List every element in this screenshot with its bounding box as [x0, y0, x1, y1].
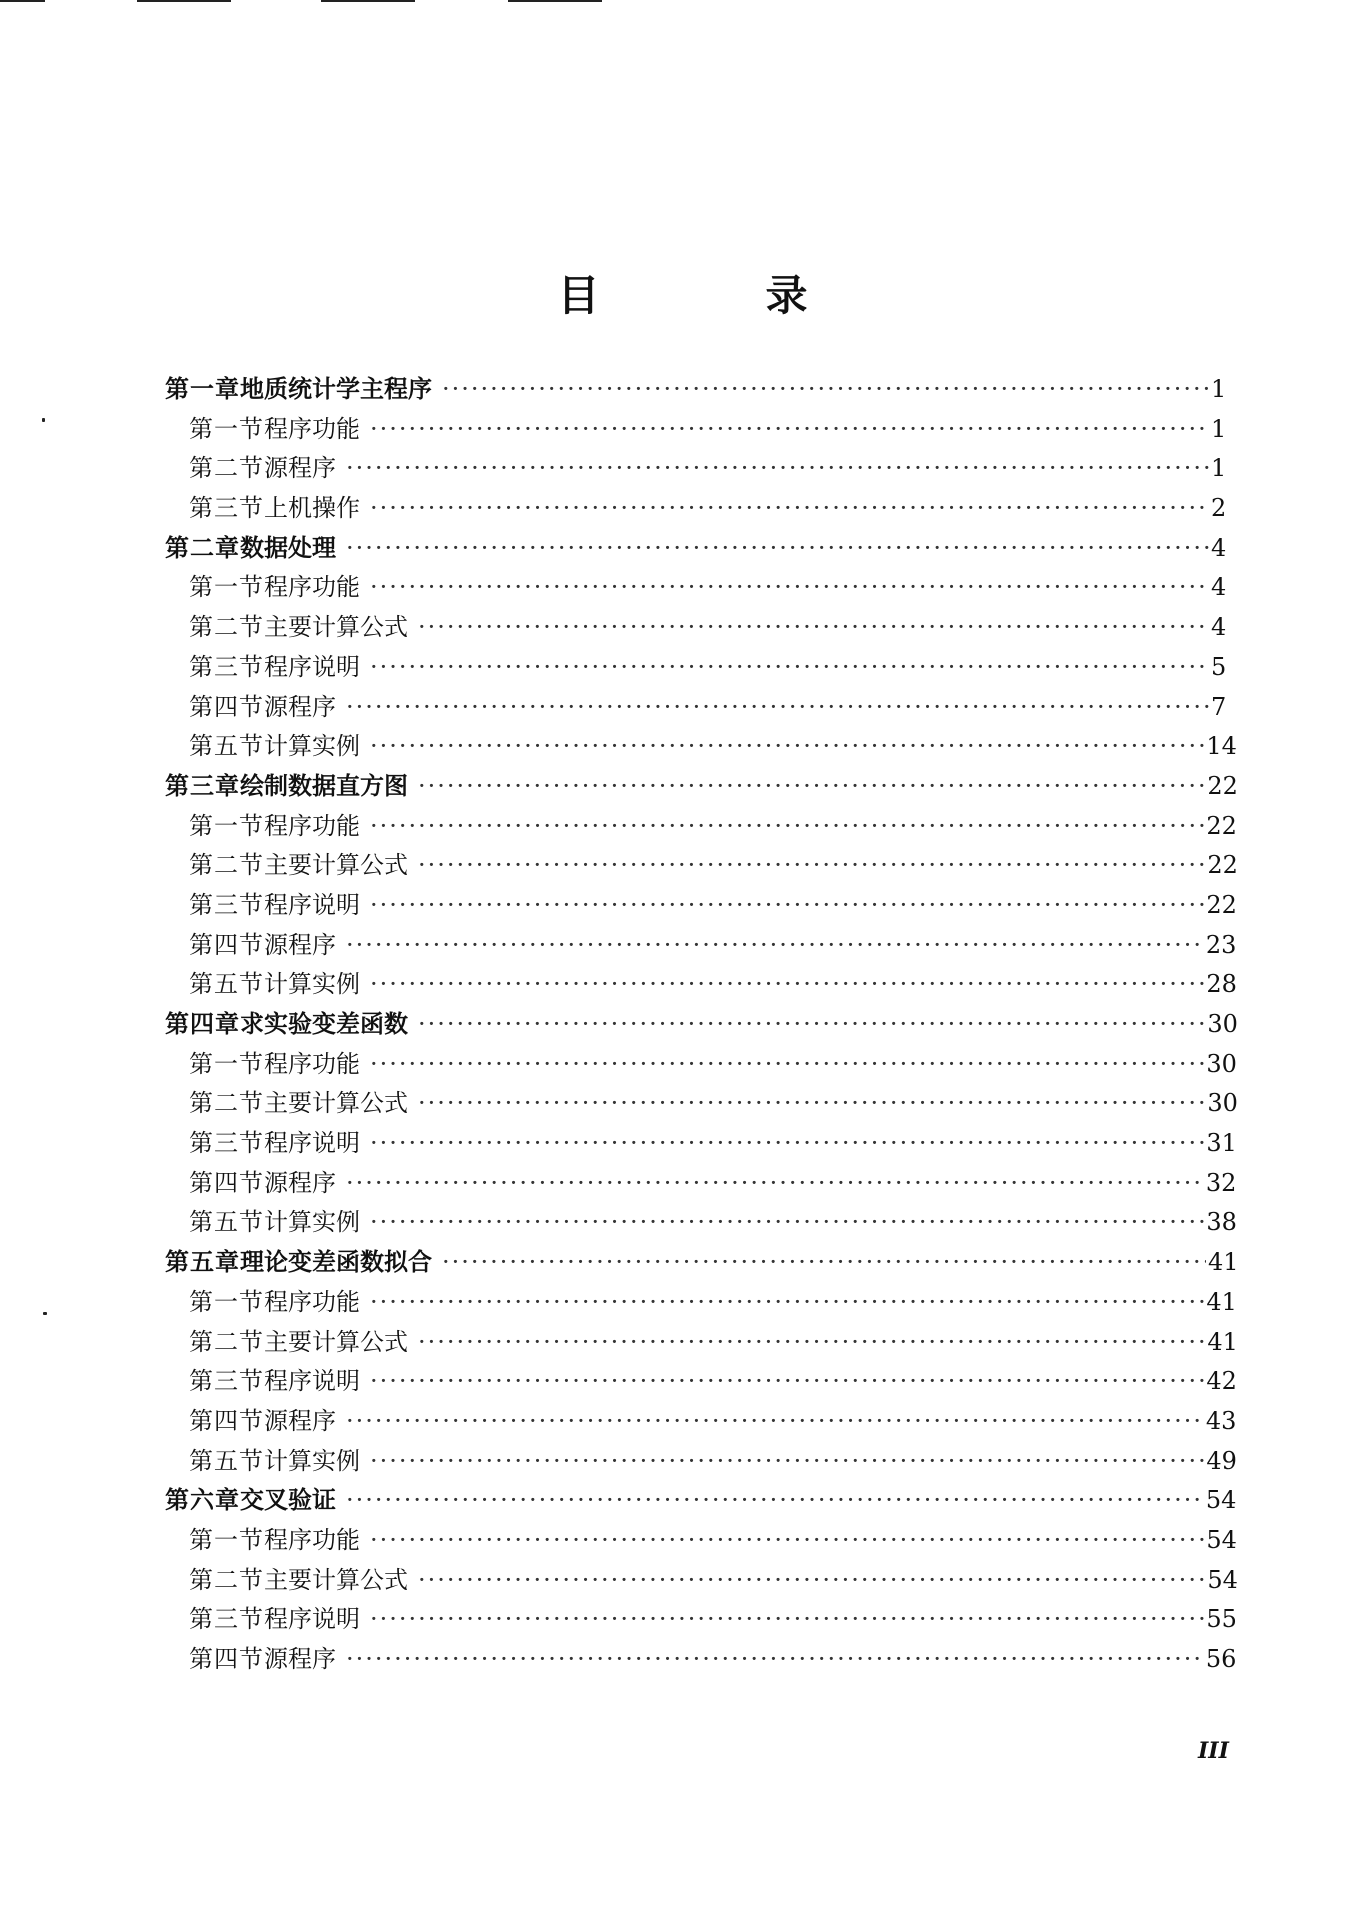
section-title: 主要计算公式: [264, 1327, 408, 1356]
section-number: 第二节: [189, 1565, 264, 1594]
section-number: 第三节: [189, 890, 264, 919]
section-title: 源程序: [264, 930, 336, 959]
toc-section-entry: [165, 608, 1225, 648]
section-title: 程序功能: [264, 1287, 360, 1316]
dot-leader: [418, 1561, 1205, 1601]
section-number: 第一节: [189, 414, 264, 443]
toc-section-entry: [165, 1442, 1237, 1482]
section-title: 主要计算公式: [264, 851, 408, 880]
dot-leader: [346, 529, 1209, 569]
dot-leader: [346, 1164, 1204, 1204]
page-ref: 22: [1207, 851, 1238, 880]
toc-section-entry: [165, 1600, 1237, 1640]
page-ref: 5: [1211, 652, 1227, 681]
toc-section-entry: [165, 886, 1237, 926]
section-title: 主要计算公式: [264, 1565, 408, 1594]
section-number: 第四节: [189, 1406, 264, 1435]
toc-section-entry: [165, 727, 1237, 767]
section-title: 程序说明: [264, 1605, 360, 1634]
page-ref: 22: [1206, 890, 1237, 919]
page-ref: 1: [1211, 454, 1227, 483]
dot-leader: [370, 1283, 1204, 1323]
page-ref: 54: [1205, 1486, 1237, 1515]
toc-section-entry: [165, 410, 1225, 450]
dot-leader: [346, 926, 1204, 966]
page-ref: 43: [1205, 1406, 1237, 1435]
chapter-number: 第六章: [165, 1486, 240, 1515]
toc-section-entry: [165, 489, 1225, 529]
page-ref: 41: [1207, 1327, 1238, 1356]
dot-leader: [346, 1402, 1204, 1442]
section-number: 第二节: [189, 454, 264, 483]
chapter-title: 绘制数据直方图: [240, 771, 408, 800]
section-title: 源程序: [264, 1168, 336, 1197]
scan-speck: [43, 1312, 47, 1315]
section-title: 源程序: [264, 1406, 336, 1435]
section-number: 第二节: [189, 613, 264, 642]
section-number: 第五节: [189, 970, 264, 999]
scan-edge-line: [0, 0, 45, 2]
page-ref: 28: [1206, 970, 1237, 999]
section-title: 程序说明: [264, 1129, 360, 1158]
page-ref: 30: [1207, 1010, 1238, 1038]
section-number: 第三节: [189, 652, 264, 681]
toc-chapter-entry: [165, 1243, 1239, 1283]
section-title: 计算实例: [264, 732, 360, 761]
page-ref: 23: [1205, 930, 1237, 959]
dot-leader: [370, 568, 1209, 608]
dot-leader: [418, 608, 1209, 648]
section-number: 第三节: [189, 1605, 264, 1634]
section-number: 第四节: [189, 930, 264, 959]
section-title: 计算实例: [264, 970, 360, 999]
toc-section-entry: [165, 1084, 1238, 1124]
section-number: 第五节: [189, 1446, 264, 1475]
page-ref: 7: [1211, 692, 1227, 721]
section-title: 程序功能: [264, 414, 360, 443]
dot-leader: [370, 1600, 1204, 1640]
dot-leader: [370, 965, 1204, 1005]
section-title: 程序功能: [264, 573, 360, 602]
section-number: 第三节: [189, 494, 264, 523]
section-number: 第四节: [189, 1645, 264, 1673]
dot-leader: [418, 1084, 1205, 1124]
page-ref: 1: [1211, 375, 1227, 403]
page-ref: 30: [1207, 1089, 1238, 1118]
dot-leader: [442, 1243, 1206, 1283]
dot-leader: [346, 449, 1209, 489]
section-title: 源程序: [264, 454, 336, 483]
section-number: 第二节: [189, 851, 264, 880]
toc-section-entry: [165, 1124, 1237, 1164]
dot-leader: [370, 1442, 1204, 1482]
toc-section-entry: [165, 449, 1225, 489]
section-number: 第一节: [189, 811, 264, 840]
section-title: 源程序: [264, 1645, 336, 1673]
section-number: 第一节: [189, 1049, 264, 1078]
dot-leader: [418, 1005, 1205, 1045]
dot-leader: [370, 1203, 1204, 1243]
toc-chapter-entry: [165, 767, 1238, 807]
section-number: 第一节: [189, 573, 264, 602]
section-number: 第三节: [189, 1129, 264, 1158]
dot-leader: [370, 1045, 1204, 1085]
page-ref: 22: [1207, 771, 1238, 800]
section-number: 第二节: [189, 1089, 264, 1118]
toc-section-entry: [165, 1402, 1237, 1442]
section-number: 第五节: [189, 1208, 264, 1237]
page-ref: 2: [1211, 494, 1227, 523]
page-ref: 4: [1211, 613, 1227, 642]
chapter-title: 交叉验证: [240, 1486, 336, 1515]
page-ref: 38: [1206, 1208, 1237, 1237]
toc-section-entry: [165, 846, 1238, 886]
page-ref: 31: [1206, 1129, 1237, 1158]
dot-leader: [346, 1640, 1204, 1680]
page-ref: 32: [1205, 1168, 1237, 1197]
dot-leader: [418, 1323, 1205, 1363]
section-title: 程序功能: [264, 811, 360, 840]
section-title: 上机操作: [264, 494, 360, 523]
dot-leader: [370, 1521, 1204, 1561]
toc-chapter-entry: [165, 1005, 1238, 1045]
toc-section-entry: [165, 648, 1225, 688]
page-ref: 4: [1211, 533, 1227, 562]
dot-leader: [418, 846, 1205, 886]
page-ref: 41: [1207, 1248, 1239, 1277]
section-number: 第一节: [189, 1525, 264, 1554]
section-title: 程序说明: [264, 1367, 360, 1396]
section-number: 第四节: [189, 1168, 264, 1197]
section-title: 主要计算公式: [264, 1089, 408, 1118]
page-ref: 49: [1206, 1446, 1237, 1475]
toc-section-entry: [165, 1521, 1237, 1561]
dot-leader: [370, 648, 1209, 688]
toc-section-entry: [165, 1283, 1237, 1323]
page-ref: 22: [1206, 811, 1237, 840]
section-number: 第二节: [189, 1327, 264, 1356]
page-ref: 54: [1207, 1565, 1238, 1594]
chapter-title: 地质统计学主程序: [240, 375, 432, 403]
page-number: III: [1198, 1738, 1229, 1764]
toc-section-entry: [165, 965, 1237, 1005]
dot-leader: [370, 1362, 1204, 1402]
toc-chapter-entry: [165, 370, 1225, 410]
page-ref: 42: [1206, 1367, 1237, 1396]
dot-leader: [442, 370, 1209, 410]
toc-section-entry: [165, 1045, 1237, 1085]
dot-leader: [346, 1481, 1204, 1521]
section-title: 程序说明: [264, 890, 360, 919]
section-title: 程序说明: [264, 652, 360, 681]
toc-section-entry: [165, 1164, 1237, 1204]
scan-speck: [42, 418, 45, 422]
dot-leader: [370, 727, 1204, 767]
dot-leader: [370, 886, 1204, 926]
section-title: 计算实例: [264, 1446, 360, 1475]
page-ref: 1: [1211, 414, 1227, 443]
page-title: 目 录: [557, 271, 870, 320]
dot-leader: [370, 807, 1204, 847]
scan-edge-line: [321, 0, 415, 2]
chapter-title: 求实验变差函数: [240, 1010, 408, 1038]
toc-chapter-entry: [165, 529, 1225, 569]
section-title: 源程序: [264, 692, 336, 721]
section-number: 第三节: [189, 1367, 264, 1396]
page-ref: 56: [1205, 1645, 1237, 1673]
page-ref: 41: [1206, 1287, 1237, 1316]
toc-chapter-entry: [165, 1481, 1237, 1521]
section-number: 第一节: [189, 1287, 264, 1316]
toc-section-entry: [165, 1203, 1237, 1243]
toc-section-entry: [165, 688, 1225, 728]
toc-section-entry: [165, 807, 1237, 847]
chapter-title: 数据处理: [240, 533, 336, 562]
dot-leader: [418, 767, 1205, 807]
page-ref: 4: [1211, 573, 1227, 602]
section-title: 程序功能: [264, 1525, 360, 1554]
section-title: 计算实例: [264, 1208, 360, 1237]
scan-edge-line: [508, 0, 602, 2]
chapter-number: 第五章: [165, 1248, 240, 1277]
section-title: 主要计算公式: [264, 613, 408, 642]
chapter-title: 理论变差函数拟合: [240, 1248, 432, 1277]
chapter-number: 第一章: [165, 375, 240, 403]
toc-section-entry: [165, 1561, 1238, 1601]
chapter-number: 第二章: [165, 533, 240, 562]
toc-section-entry: [165, 926, 1237, 966]
section-number: 第四节: [189, 692, 264, 721]
dot-leader: [370, 410, 1209, 450]
dot-leader: [370, 1124, 1204, 1164]
toc-section-entry: [165, 568, 1225, 608]
page-ref: 30: [1206, 1049, 1237, 1078]
page-ref: 14: [1206, 732, 1237, 761]
toc-section-entry: [165, 1323, 1238, 1363]
chapter-number: 第三章: [165, 771, 240, 800]
scan-edge-line: [137, 0, 231, 2]
dot-leader: [370, 489, 1209, 529]
section-title: 程序功能: [264, 1049, 360, 1078]
chapter-number: 第四章: [165, 1010, 240, 1038]
toc-section-entry: [165, 1362, 1237, 1402]
table-of-contents: [165, 370, 1239, 1680]
toc-section-entry: [165, 1640, 1237, 1680]
page-ref: 55: [1206, 1605, 1237, 1634]
section-number: 第五节: [189, 732, 264, 761]
page-ref: 54: [1206, 1525, 1237, 1554]
dot-leader: [346, 688, 1209, 728]
